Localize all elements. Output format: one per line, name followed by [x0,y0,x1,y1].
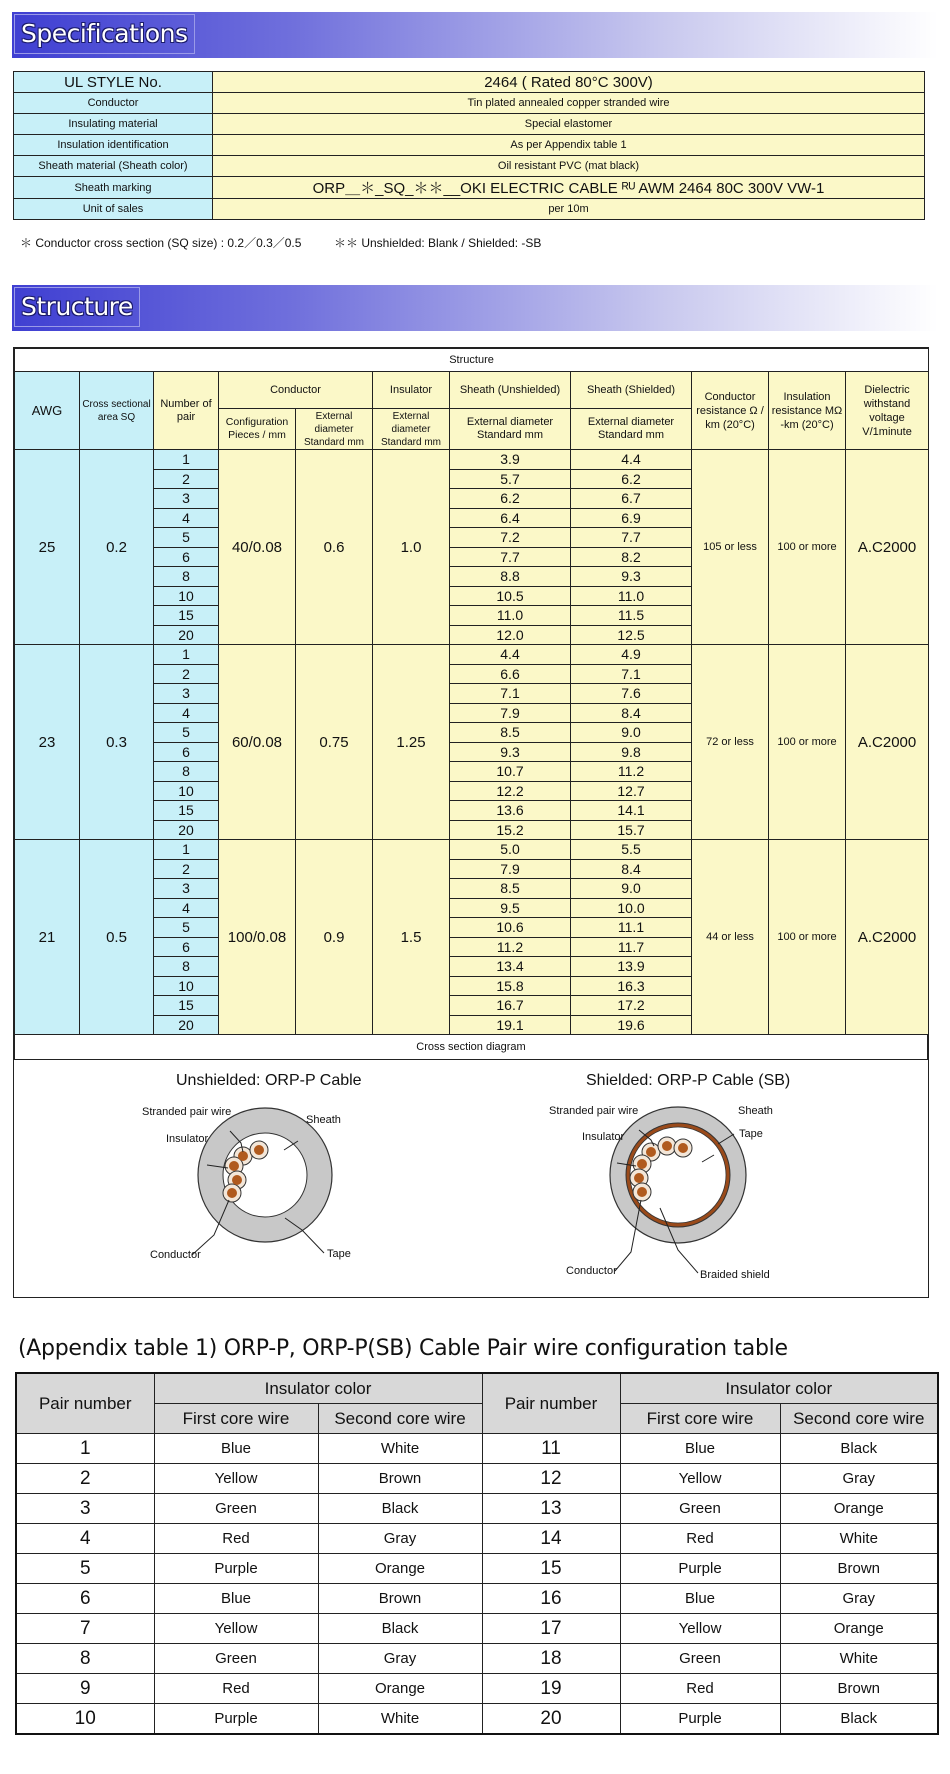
pair-count-value: 2 [154,469,219,489]
pair-count-value: 1 [154,450,219,470]
pair-count-value: 8 [154,957,219,977]
structure-row [15,645,929,665]
pair-count-value: 15 [154,801,219,821]
pair-count-value: 3 [154,879,219,899]
sheath-unshielded-value: 8.5 [450,723,571,743]
cable-cross-section-svg [14,1060,928,1297]
sheath-shielded-value: 16.3 [571,976,692,996]
sheath-unshielded-value: 13.4 [450,957,571,977]
sheath-shielded-value: 4.4 [571,450,692,470]
sheath-unshielded-value: 15.8 [450,976,571,996]
sheath-shielded-value: 11.1 [571,918,692,938]
sheath-shielded-value: 17.2 [571,996,692,1016]
sheath-unshielded-value: 9.3 [450,742,571,762]
first-core-color-left: Green [154,1494,318,1524]
pair-wire-configuration-table [15,1372,939,1735]
pair-count-value: 8 [154,567,219,587]
sheath-shielded-value: 8.4 [571,703,692,723]
pair-count-value: 5 [154,918,219,938]
conductor-header: Conductor [219,372,373,409]
structure-header [12,285,938,331]
pair-count-value: 20 [154,820,219,840]
sheath-unshielded-value: 6.6 [450,664,571,684]
spec-value: Tin plated annealed copper stranded wire [213,93,925,114]
insulation-resistance-value: 100 or more [769,450,846,645]
first-core-color-left: Purple [154,1704,318,1735]
specifications-header [12,12,938,58]
sheath-unshielded-value: 9.5 [450,898,571,918]
second-core-color-right: Black [780,1704,938,1735]
spec-label: Unit of sales [14,199,213,220]
sheath-shielded-value: 10.0 [571,898,692,918]
spec-label: Sheath material (Sheath color) [14,156,213,177]
pair-config-row [16,1704,938,1735]
sheath-unshielded-value: 6.2 [450,489,571,509]
pair-number-right: 20 [482,1704,620,1735]
sheath-shielded-value: 4.9 [571,645,692,665]
pair-count-value: 2 [154,859,219,879]
dielectric-voltage-header: Dielectric withstand voltage V/1minute [846,372,929,450]
insulator-color-header-left: Insulator color [154,1373,482,1404]
sheath-unshielded-value: 10.5 [450,586,571,606]
second-core-color-right: Brown [780,1674,938,1704]
sheath-unshielded-value: 12.0 [450,625,571,645]
label-conductor-s: Conductor [566,1265,617,1277]
conductor-diameter-value: 0.75 [296,645,373,840]
sheath-shielded-value: 11.0 [571,586,692,606]
pair-count-header: Number of pair [154,372,219,450]
structure-row [15,840,929,860]
pair-count-value: 2 [154,664,219,684]
insulation-resistance-header: Insulation resistance MΩ -km (20°C) [769,372,846,450]
pair-number-header-left: Pair number [16,1373,154,1434]
unshielded-cable-drawing [192,1108,332,1255]
pair-config-row [16,1554,938,1584]
sheath-shielded-value: 7.7 [571,528,692,548]
pair-number-left: 9 [16,1674,154,1704]
sheath-unshielded-diameter-header: External diameter Standard mm [450,409,571,450]
pair-config-row [16,1434,938,1464]
structure-caption: Structure [15,349,929,372]
first-core-color-left: Yellow [154,1614,318,1644]
spec-row [14,114,925,135]
first-core-color-right: Purple [620,1704,780,1735]
second-core-color-right: Gray [780,1584,938,1614]
cross-section-value: 0.2 [80,450,154,645]
second-core-color-left: Orange [318,1674,482,1704]
second-core-color-left: White [318,1434,482,1464]
sheath-shielded-header: Sheath (Shielded) [571,372,692,409]
unshielded-diagram-title: Unshielded: ORP-P Cable [176,1072,362,1089]
insulator-diameter-value: 1.5 [373,840,450,1035]
label-insulator-s: Insulator [582,1131,625,1143]
first-core-color-right: Yellow [620,1464,780,1494]
sheath-shielded-value: 7.6 [571,684,692,704]
first-core-color-right: Red [620,1524,780,1554]
awg-header: AWG [15,372,80,450]
structure-row [15,450,929,470]
second-core-color-right: Black [780,1434,938,1464]
first-core-color-right: Green [620,1494,780,1524]
sheath-unshielded-value: 6.4 [450,508,571,528]
pair-count-value: 4 [154,508,219,528]
cross-section-diagrams [14,1060,928,1297]
sheath-unshielded-value: 7.9 [450,703,571,723]
sheath-unshielded-header: Sheath (Unshielded) [450,372,571,409]
second-core-color-left: Black [318,1494,482,1524]
second-core-color-right: White [780,1644,938,1674]
spec-label: UL STYLE No. [14,72,213,93]
spec-label: Insulating material [14,114,213,135]
specifications-table [13,71,925,220]
sheath-unshielded-value: 11.0 [450,606,571,626]
pair-number-left: 10 [16,1704,154,1735]
sheath-unshielded-value: 15.2 [450,820,571,840]
pair-count-value: 10 [154,781,219,801]
sheath-unshielded-value: 7.1 [450,684,571,704]
second-core-color-right: White [780,1524,938,1554]
pair-count-value: 3 [154,684,219,704]
awg-value: 23 [15,645,80,840]
label-sheath-u: Sheath [306,1114,341,1126]
sheath-shielded-value: 9.8 [571,742,692,762]
sheath-unshielded-value: 19.1 [450,1015,571,1035]
label-tape-u: Tape [327,1248,351,1260]
second-core-color-left: Brown [318,1584,482,1614]
specifications-title: Specifications [14,14,195,54]
pair-config-row [16,1674,938,1704]
second-core-color-right: Gray [780,1464,938,1494]
sheath-shielded-value: 14.1 [571,801,692,821]
sheath-shielded-value: 11.5 [571,606,692,626]
sheath-shielded-value: 8.4 [571,859,692,879]
shielded-cable-drawing [610,1107,746,1273]
spec-value: 2464 ( Rated 80°C 300V) [213,72,925,93]
pair-number-right: 13 [482,1494,620,1524]
sheath-shielded-value: 7.1 [571,664,692,684]
insulator-diameter-value: 1.25 [373,645,450,840]
second-core-color-right: Brown [780,1554,938,1584]
pair-count-value: 1 [154,645,219,665]
structure-table [14,348,929,1035]
sheath-unshielded-value: 10.7 [450,762,571,782]
first-core-color-left: Blue [154,1434,318,1464]
sheath-unshielded-value: 10.6 [450,918,571,938]
spec-row [14,177,925,199]
label-tape-s: Tape [739,1128,763,1140]
pair-number-left: 6 [16,1584,154,1614]
sheath-unshielded-value: 8.8 [450,567,571,587]
structure-title: Structure [14,287,140,327]
first-core-color-left: Blue [154,1584,318,1614]
pair-number-right: 11 [482,1434,620,1464]
pair-count-value: 15 [154,996,219,1016]
label-stranded-pair-wire-u: Stranded pair wire [142,1106,232,1118]
pair-count-value: 6 [154,937,219,957]
conductor-diameter-header: External diameter Standard mm [296,409,373,450]
second-core-color-left: Gray [318,1644,482,1674]
first-core-color-right: Green [620,1644,780,1674]
first-core-header-left: First core wire [154,1404,318,1434]
insulation-resistance-value: 100 or more [769,645,846,840]
pair-number-right: 12 [482,1464,620,1494]
awg-value: 25 [15,450,80,645]
sheath-unshielded-value: 7.7 [450,547,571,567]
dielectric-voltage-value: A.C2000 [846,450,929,645]
pair-config-row [16,1464,938,1494]
second-core-color-left: White [318,1704,482,1735]
spec-value: Oil resistant PVC (mat black) [213,156,925,177]
shield-marking-note: ＊＊ Unshielded: Blank / Shielded: -SB [334,236,542,250]
second-core-color-right: Orange [780,1614,938,1644]
pair-number-right: 18 [482,1644,620,1674]
first-core-color-right: Purple [620,1554,780,1584]
spec-row [14,199,925,220]
pair-number-left: 5 [16,1554,154,1584]
sheath-shielded-value: 19.6 [571,1015,692,1035]
conductor-resistance-value: 72 or less [692,645,769,840]
sheath-unshielded-value: 3.9 [450,450,571,470]
pair-number-left: 7 [16,1614,154,1644]
pair-count-value: 4 [154,898,219,918]
pair-count-value: 5 [154,528,219,548]
insulator-diameter-header: External diameter Standard mm [373,409,450,450]
shielded-diagram-title: Shielded: ORP-P Cable (SB) [586,1072,791,1089]
pair-config-row [16,1494,938,1524]
conductor-resistance-value: 44 or less [692,840,769,1035]
sheath-unshielded-value: 8.5 [450,879,571,899]
spec-row [14,135,925,156]
dielectric-voltage-value: A.C2000 [846,645,929,840]
first-core-color-left: Yellow [154,1464,318,1494]
sheath-shielded-value: 9.3 [571,567,692,587]
sheath-shielded-value: 15.7 [571,820,692,840]
configuration-header: Configuration Pieces / mm [219,409,296,450]
pair-config-row [16,1644,938,1674]
pair-count-value: 10 [154,586,219,606]
sheath-shielded-value: 13.9 [571,957,692,977]
label-stranded-pair-wire-s: Stranded pair wire [549,1105,639,1117]
sheath-shielded-value: 6.7 [571,489,692,509]
second-core-color-left: Gray [318,1524,482,1554]
pair-count-value: 6 [154,742,219,762]
spec-row [14,72,925,93]
cross-section-header: Cross sectional area SQ [80,372,154,450]
sheath-unshielded-value: 16.7 [450,996,571,1016]
structure-panel [13,347,929,1298]
sheath-shielded-value: 8.2 [571,547,692,567]
spec-row [14,156,925,177]
conductor-diameter-value: 0.9 [296,840,373,1035]
pair-number-right: 15 [482,1554,620,1584]
pair-config-row [16,1524,938,1554]
pair-count-value: 15 [154,606,219,626]
pair-config-row [16,1584,938,1614]
pair-count-value: 1 [154,840,219,860]
insulator-color-header-right: Insulator color [620,1373,938,1404]
insulation-resistance-value: 100 or more [769,840,846,1035]
pair-count-value: 10 [154,976,219,996]
label-conductor-u: Conductor [150,1249,201,1261]
pair-count-value: 3 [154,489,219,509]
second-core-color-left: Black [318,1614,482,1644]
second-core-color-left: Brown [318,1464,482,1494]
conductor-resistance-value: 105 or less [692,450,769,645]
sheath-unshielded-value: 7.2 [450,528,571,548]
spec-row [14,93,925,114]
sheath-shielded-value: 11.2 [571,762,692,782]
spec-value: per 10m [213,199,925,220]
insulator-header: Insulator [373,372,450,409]
cross-section-value: 0.5 [80,840,154,1035]
first-core-color-right: Yellow [620,1614,780,1644]
spec-label: Conductor [14,93,213,114]
label-braided-shield-s: Braided shield [700,1269,770,1281]
sheath-shielded-value: 12.7 [571,781,692,801]
first-core-color-left: Red [154,1524,318,1554]
sheath-unshielded-value: 4.4 [450,645,571,665]
conductor-diameter-value: 0.6 [296,450,373,645]
pair-count-value: 8 [154,762,219,782]
pair-number-right: 17 [482,1614,620,1644]
configuration-value: 60/0.08 [219,645,296,840]
sheath-unshielded-value: 13.6 [450,801,571,821]
pair-number-left: 4 [16,1524,154,1554]
pair-number-left: 2 [16,1464,154,1494]
sheath-unshielded-value: 12.2 [450,781,571,801]
sheath-unshielded-value: 5.0 [450,840,571,860]
spec-value: ORP＿＊_SQ_＊＊__OKI ELECTRIC CABLE ᴿᵁ AWM 2464 80C 300V VW-1 [213,177,925,199]
spec-value: As per Appendix table 1 [213,135,925,156]
second-core-color-right: Orange [780,1494,938,1524]
pair-number-left: 3 [16,1494,154,1524]
appendix-title: (Appendix table 1) ORP-P, ORP-P(SB) Cable Pair wire configuration table [18,1336,788,1361]
first-core-color-left: Purple [154,1554,318,1584]
configuration-value: 40/0.08 [219,450,296,645]
pair-number-left: 1 [16,1434,154,1464]
spec-label: Insulation identification [14,135,213,156]
first-core-header-right: First core wire [620,1404,780,1434]
second-core-header-left: Second core wire [318,1404,482,1434]
conductor-resistance-header: Conductor resistance Ω / km (20°C) [692,372,769,450]
cross-section-value: 0.3 [80,645,154,840]
cross-section-caption: Cross section diagram [15,1035,928,1060]
sheath-shielded-value: 12.5 [571,625,692,645]
pair-number-left: 8 [16,1644,154,1674]
awg-value: 21 [15,840,80,1035]
conductor-cross-section-note: ＊ Conductor cross section (SQ size) : 0.2／0.3／0.5 [20,236,302,250]
first-core-color-right: Red [620,1674,780,1704]
sheath-shielded-value: 6.2 [571,469,692,489]
pair-count-value: 5 [154,723,219,743]
second-core-color-left: Orange [318,1554,482,1584]
sheath-shielded-diameter-header: External diameter Standard mm [571,409,692,450]
pair-count-value: 6 [154,547,219,567]
first-core-color-right: Blue [620,1434,780,1464]
sheath-unshielded-value: 5.7 [450,469,571,489]
label-insulator-u: Insulator [166,1133,209,1145]
first-core-color-right: Blue [620,1584,780,1614]
spec-label: Sheath marking [14,177,213,199]
sheath-shielded-value: 11.7 [571,937,692,957]
pair-number-right: 19 [482,1674,620,1704]
pair-number-header-right: Pair number [482,1373,620,1434]
sheath-shielded-value: 6.9 [571,508,692,528]
first-core-color-left: Green [154,1644,318,1674]
label-sheath-s: Sheath [738,1105,773,1117]
sheath-shielded-value: 5.5 [571,840,692,860]
spec-value: Special elastomer [213,114,925,135]
sheath-unshielded-value: 7.9 [450,859,571,879]
second-core-header-right: Second core wire [780,1404,938,1434]
first-core-color-left: Red [154,1674,318,1704]
pair-number-right: 14 [482,1524,620,1554]
sheath-shielded-value: 9.0 [571,879,692,899]
pair-number-right: 16 [482,1584,620,1614]
insulator-diameter-value: 1.0 [373,450,450,645]
pair-count-value: 20 [154,1015,219,1035]
pair-count-value: 4 [154,703,219,723]
dielectric-voltage-value: A.C2000 [846,840,929,1035]
pair-count-value: 20 [154,625,219,645]
pair-config-row [16,1614,938,1644]
sheath-shielded-value: 9.0 [571,723,692,743]
configuration-value: 100/0.08 [219,840,296,1035]
sheath-unshielded-value: 11.2 [450,937,571,957]
